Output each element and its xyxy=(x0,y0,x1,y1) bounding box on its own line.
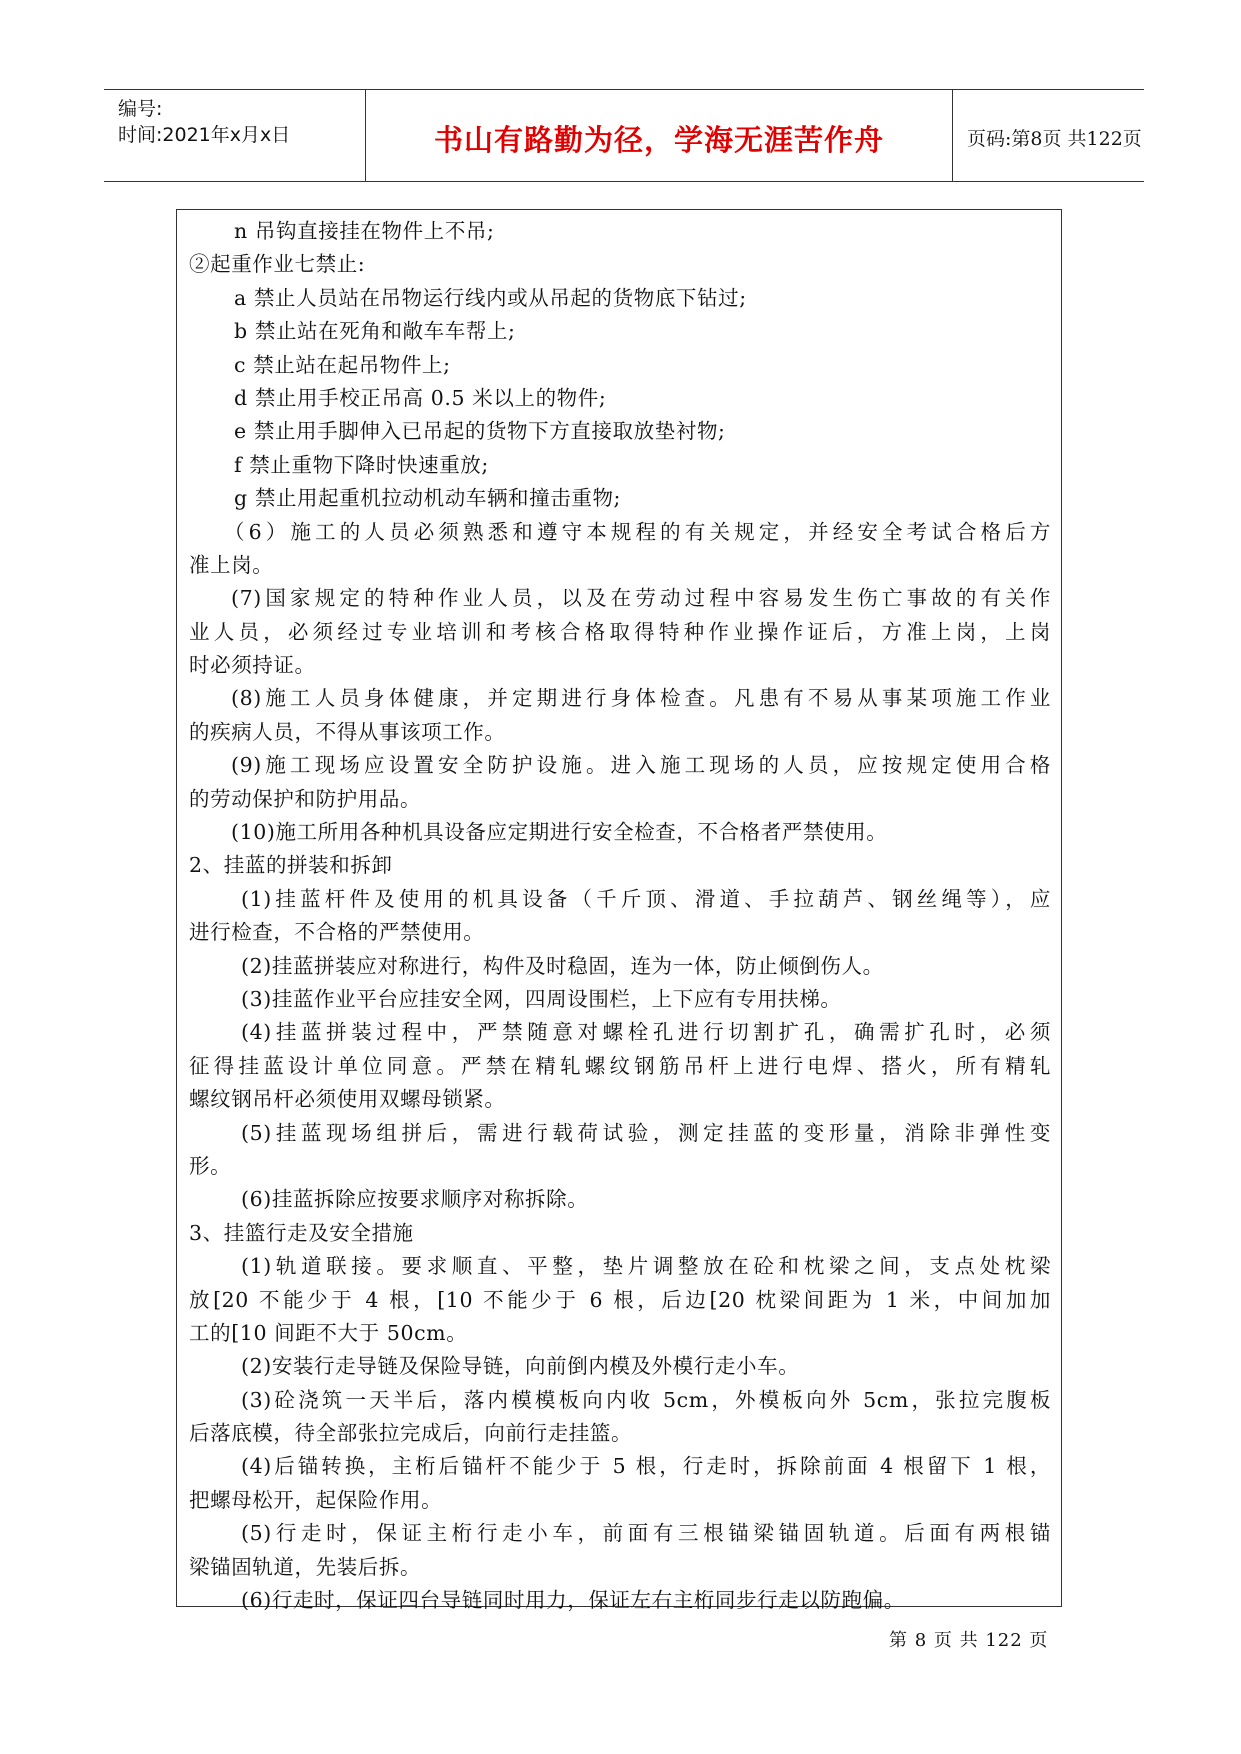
section-heading: 2、挂蓝的拼装和拆卸 xyxy=(189,853,393,878)
header-motto: 书山有路勤为径，学海无涯苦作舟 xyxy=(433,123,884,157)
text-line: (5)挂蓝现场组拼后，需进行载荷试验，测定挂蓝的变形量，消除非弹性变 xyxy=(241,1120,1051,1145)
text-line: 形。 xyxy=(189,1153,232,1178)
page-header xyxy=(104,89,1144,182)
document-number-label: 编号: xyxy=(118,98,163,120)
text-line: (4)后锚转换，主桁后锚杆不能少于 5 根，行走时，拆除前面 4 根留下 1 根， xyxy=(241,1454,1051,1479)
text-line: (8)施工人员身体健康，并定期进行身体检查。凡患有不易从事某项施工作业 xyxy=(231,686,1051,711)
text-line: f 禁止重物下降时快速重放; xyxy=(234,452,489,477)
text-line: 业人员，必须经过专业培训和考核合格取得特种作业操作证后，方准上岗，上岗 xyxy=(189,619,1051,644)
text-line: (1)轨道联接。要求顺直、平整，垫片调整放在砼和枕梁之间，支点处枕梁 xyxy=(241,1254,1051,1279)
text-line: 进行检查，不合格的严禁使用。 xyxy=(189,920,485,945)
text-line: (4)挂蓝拼装过程中，严禁随意对螺栓孔进行切割扩孔，确需扩孔时，必须 xyxy=(241,1020,1051,1045)
text-line: (9)施工现场应设置安全防护设施。进入施工现场的人员，应按规定使用合格 xyxy=(231,753,1051,778)
text-line: c 禁止站在起吊物件上; xyxy=(234,352,451,377)
text-line: 时必须持证。 xyxy=(189,653,316,678)
text-line: (10)施工所用各种机具设备应定期进行安全检查，不合格者严禁使用。 xyxy=(231,820,888,845)
text-line: 把螺母松开，起保险作用。 xyxy=(189,1487,443,1512)
text-line: (7)国家规定的特种作业人员，以及在劳动过程中容易发生伤亡事故的有关作 xyxy=(231,586,1051,611)
text-line: 的劳动保护和防护用品。 xyxy=(189,786,422,811)
text-line: 螺纹钢吊杆必须使用双螺母锁紧。 xyxy=(189,1087,506,1112)
text-line: 工的[10 间距不大于 50cm。 xyxy=(189,1320,468,1345)
text-line: 准上岗。 xyxy=(189,552,274,577)
page-footer: 第 8 页 共 122 页 xyxy=(889,1630,1049,1651)
text-line: b 禁止站在死角和敞车车帮上; xyxy=(234,319,516,344)
text-line: (6)行走时，保证四台导链同时用力，保证左右主桁同步行走以防跑偏。 xyxy=(241,1588,905,1613)
section-heading: ②起重作业七禁止: xyxy=(189,252,366,277)
text-line: d 禁止用手校正吊高 0.5 米以上的物件; xyxy=(234,385,607,410)
text-line: a 禁止人员站在吊物运行线内或从吊起的货物底下钻过; xyxy=(234,285,747,310)
header-meta xyxy=(104,90,366,181)
text-line: (1)挂蓝杆件及使用的机具设备（千斤顶、滑道、手拉葫芦、钢丝绳等），应 xyxy=(241,886,1051,911)
text-line: (2)安装行走导链及保险导链，向前倒内模及外模行走小车。 xyxy=(241,1354,800,1379)
text-line: (3)砼浇筑一天半后，落内模模板向内收 5cm，外模板向外 5cm，张拉完腹板 xyxy=(241,1387,1051,1412)
header-motto-cell xyxy=(366,90,953,181)
text-line: 放[20 不能少于 4 根，[10 不能少于 6 根，后边[20 枕梁间距为 1 米，中间加加 xyxy=(189,1287,1051,1312)
text-line: (6)挂蓝拆除应按要求顺序对称拆除。 xyxy=(241,1187,589,1212)
document-body xyxy=(176,209,1062,1613)
document-time-label: 时间:2021年x月x日 xyxy=(118,124,291,146)
text-line: 梁锚固轨道，先装后拆。 xyxy=(189,1554,422,1579)
text-line: 的疾病人员，不得从事该项工作。 xyxy=(189,719,506,744)
text-line: g 禁止用起重机拉动机动车辆和撞击重物; xyxy=(234,486,622,511)
text-line: 征得挂蓝设计单位同意。严禁在精轧螺纹钢筋吊杆上进行电焊、搭火，所有精轧 xyxy=(189,1053,1051,1078)
text-line: (5)行走时，保证主桁行走小车，前面有三根锚梁锚固轨道。后面有两根锚 xyxy=(241,1521,1051,1546)
header-page-cell xyxy=(953,90,1144,181)
text-line: （6）施工的人员必须熟悉和遵守本规程的有关规定，并经安全考试合格后方 xyxy=(224,519,1051,544)
text-line: n 吊钩直接挂在物件上不吊; xyxy=(234,219,495,243)
text-line: e 禁止用手脚伸入已吊起的货物下方直接取放垫衬物; xyxy=(234,419,726,444)
section-heading: 3、挂篮行走及安全措施 xyxy=(189,1220,414,1245)
header-page-code: 页码:第8页 共122页 xyxy=(967,128,1142,150)
text-line: 后落底模，待全部张拉完成后，向前行走挂篮。 xyxy=(189,1421,633,1446)
text-line: (2)挂蓝拼装应对称进行，构件及时稳固，连为一体，防止倾倒伤人。 xyxy=(241,953,884,978)
text-line: (3)挂蓝作业平台应挂安全网，四周设围栏，上下应有专用扶梯。 xyxy=(241,986,842,1011)
